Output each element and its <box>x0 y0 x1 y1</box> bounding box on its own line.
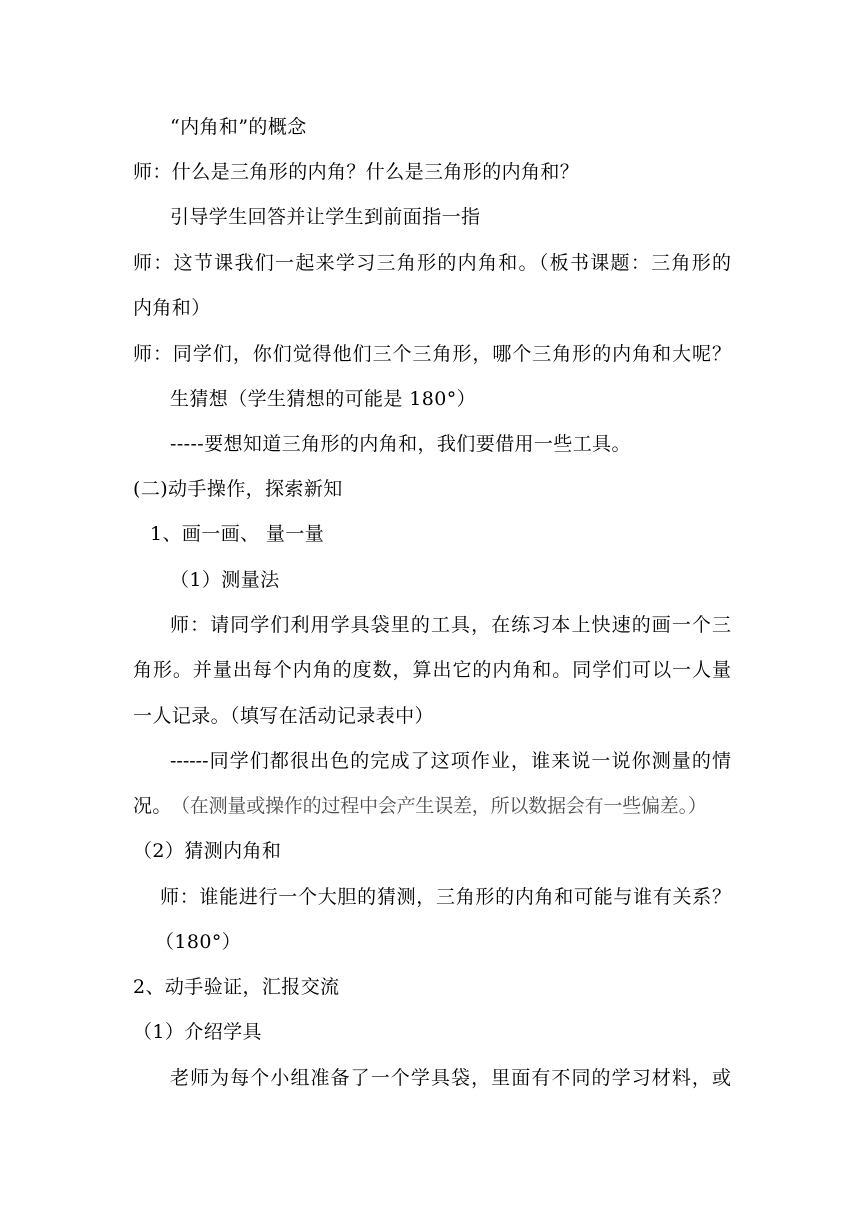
subsection-heading-verify: 2、动手验证，汇报交流 <box>133 976 340 998</box>
item-heading-guess-sum: （2）猜测内角和 <box>133 840 282 862</box>
text-line-180: （180°） <box>155 931 242 953</box>
text-line-concept: “内角和”的概念 <box>170 116 307 138</box>
text-line-bold-guess: 师：谁能进行一个大胆的猜测，三角形的内角和可能与谁有关系？ <box>160 886 731 908</box>
text-line-teacher-question: 师：什么是三角形的内角？什么是三角形的内角和？ <box>133 161 580 183</box>
section-heading-operate: (二)动手操作，探索新知 <box>133 478 343 500</box>
item-heading-measure-method: （1）测量法 <box>170 569 280 591</box>
text-line-tools: -----要想知道三角形的内角和，我们要借用一些工具。 <box>170 433 631 455</box>
text-line-situation: 况。 <box>133 795 172 817</box>
text-line-tool-bag: 老师为每个小组准备了一个学具袋，里面有不同的学习材料，或 <box>170 1067 731 1089</box>
subsection-heading-draw-measure: 1、画一画、 量一量 <box>150 523 325 545</box>
text-line-instruction-cont: 角形。并量出每个内角的度数，算出它的内角和。同学们可以一人量 <box>133 659 731 681</box>
text-line-lesson-topic-cont: 内角和） <box>133 297 211 319</box>
text-line-record: 一人记录。（填写在活动记录表中） <box>133 705 434 727</box>
text-line-student-guess: 生猜想（学生猜想的可能是 180°） <box>170 388 477 410</box>
text-line-instruction: 师：请同学们利用学具袋里的工具，在练习本上快速的画一个三 <box>170 614 731 636</box>
text-line-teacher-ask: 师：同学们，你们觉得他们三个三角形，哪个三角形的内角和大呢？ <box>133 343 731 365</box>
item-heading-introduce-tools: （1）介绍学具 <box>133 1021 262 1043</box>
text-line-guide: 引导学生回答并让学生到前面指一指 <box>170 206 481 228</box>
text-line-praise: ------同学们都很出色的完成了这项作业，谁来说一说你测量的情 <box>170 750 731 772</box>
text-line-lesson-topic: 师：这节课我们一起来学习三角形的内角和。（板书课题：三角形的 <box>133 252 731 274</box>
text-line-error-note: （在测量或操作的过程中会产生误差，所以数据会有一些偏差。） <box>171 795 707 817</box>
